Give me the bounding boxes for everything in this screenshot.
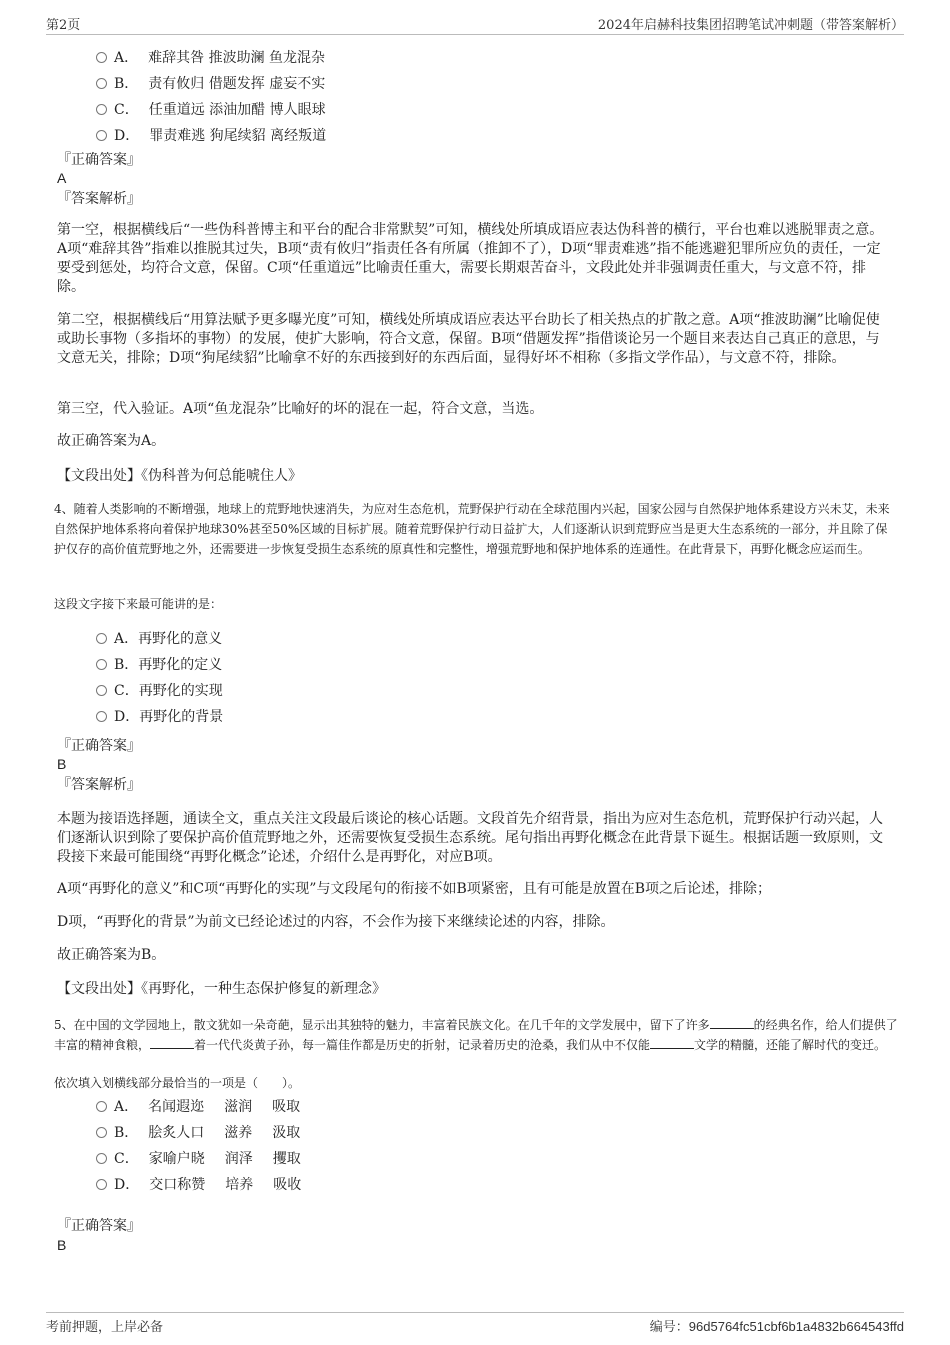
- radio-icon[interactable]: [96, 78, 107, 89]
- q3-analysis-para-2: 第二空，根据横线后“用算法赋予更多曝光度”可知，横线处所填成语应表达平台助长了相关热点的扩散之意。A项“推波助澜”比喻促使或助长事物（多指坏的事物）的发展，使扩大影响，符合文意，保留。B项“借题发挥”指借谈论另一个题目来表达自己真正的意思，与文意无关，排除；D项“狗尾续貂”比喻拿不好的东西接到好的东西后面，显得好坏不相称（多指文学作品），与文意不符，排除。: [57, 312, 880, 366]
- q3-answer: A: [57, 170, 67, 186]
- footer-slogan: 考前押题，上岸必备: [46, 1320, 164, 1335]
- q5-option-b[interactable]: B． 脍炙人口 滋养 汲取: [96, 1124, 300, 1142]
- q3-analysis-para-3: 第三空，代入验证。A项“鱼龙混杂”比喻好的坏的混在一起，符合文意，当选。: [57, 401, 544, 417]
- radio-icon[interactable]: [96, 685, 107, 696]
- q4-option-c[interactable]: C．再野化的实现: [96, 682, 223, 700]
- q3-option-b[interactable]: B． 责有攸归 借题发挥 虚妄不实: [96, 75, 325, 93]
- q3-option-d[interactable]: D． 罪责难逃 狗尾续貂 离经叛道: [96, 127, 326, 145]
- radio-icon[interactable]: [96, 711, 107, 722]
- page-footer: [46, 1312, 904, 1335]
- q4-stem: 4、随着人类影响的不断增强，地球上的荒野地快速消失，为应对生态危机，荒野保护行动在全球范围内兴起，国家公园与自然保护地体系建设方兴未艾，未来自然保护地体系将向着保护地球30%甚至50%区域的目标扩展。随着荒野保护行动日益扩大，人们逐渐认识到荒野应当是更大生态系统的一部分，并且除了保护仅存的高价值荒野地之外，还需要进一步恢复受损生态系统的原真性和完整性，增强荒野地和保护地体系的连通性。在此背景下，再野化概念应运而生。: [54, 502, 890, 556]
- q5-option-c[interactable]: C． 家喻户晓 润泽 攫取: [96, 1150, 301, 1168]
- fill-blank-2[interactable]: [150, 1036, 194, 1049]
- fill-blank-3[interactable]: [650, 1036, 694, 1049]
- q5-option-a[interactable]: A． 名闻遐迩 滋润 吸取: [96, 1098, 300, 1116]
- q4-answer: B: [57, 756, 67, 772]
- q4-answer-heading: 『正确答案』: [57, 738, 141, 754]
- radio-icon[interactable]: [96, 1153, 107, 1164]
- q5-prompt: 依次填入划横线部分最恰当的一项是（ ）。: [54, 1076, 301, 1090]
- page-number: 第2页: [46, 18, 81, 33]
- q4-prompt: 这段文字接下来最可能讲的是：: [54, 597, 223, 611]
- q3-analysis-conclusion: 故正确答案为A。: [57, 433, 166, 449]
- radio-icon[interactable]: [96, 633, 107, 644]
- document-title: 2024年启赫科技集团招聘笔试冲刺题（带答案解析）: [597, 18, 904, 33]
- radio-icon[interactable]: [96, 52, 107, 63]
- q4-option-d[interactable]: D．再野化的背景: [96, 708, 223, 726]
- radio-icon[interactable]: [96, 659, 107, 670]
- q4-analysis-para-1: 本题为接语选择题，通读全文，重点关注文段最后谈论的核心话题。文段首先介绍背景，指出为应对生态危机，荒野保护行动兴起，人们逐渐认识到除了要保护高价值荒野地之外，还需要恢复受损生态系统。尾句指出再野化概念在此背景下诞生。根据话题一致原则，文段接下来最可能围绕“再野化概念”论述，介绍什么是再野化，对应B项。: [57, 811, 883, 865]
- radio-icon[interactable]: [96, 1127, 107, 1138]
- q5-stem: 5、在中国的文学园地上，散文犹如一朵奇葩，显示出其独特的魅力，丰富着民族文化。在几千年的文学发展中，留下了许多 的经典名作，给人们提供了丰富的精神食粮， 着一代代炎黄子孙，每一篇佳作都是历史的折射，记录着历史的沧桑，我们从中不仅能 文学的精髓，还能了解时代的变迁。: [54, 1018, 898, 1052]
- q4-analysis-para-2: A项“再野化的意义”和C项“再野化的实现”与文段尾句的衔接不如B项紧密，且有可能是放置在B项之后论述，排除；: [57, 881, 772, 897]
- q4-option-a[interactable]: A．再野化的意义: [96, 630, 222, 648]
- q3-source: 【文段出处】《伪科普为何总能唬住人》: [57, 468, 302, 484]
- document-code: 编号：96d5764fc51cbf6b1a4832b664543ffd: [649, 1319, 904, 1335]
- q4-option-b[interactable]: B．再野化的定义: [96, 656, 222, 674]
- radio-icon[interactable]: [96, 104, 107, 115]
- q3-option-c[interactable]: C． 任重道远 添油加醋 博人眼球: [96, 101, 326, 119]
- q4-analysis-para-3: D项，“再野化的背景”为前文已经论述过的内容，不会作为接下来继续论述的内容，排除。: [57, 914, 615, 930]
- q4-analysis-conclusion: 故正确答案为B。: [57, 947, 166, 963]
- q4-analysis-heading: 『答案解析』: [57, 777, 141, 793]
- page-header: [46, 14, 904, 35]
- q3-analysis-para-1: 第一空，根据横线后“一些伪科普博主和平台的配合非常默契”可知，横线处所填成语应表达伪科普的横行，平台也难以逃脱罪责之意。A项“难辞其咎”指难以推脱其过失，B项“责有攸归”指责任各有所属（推卸不了），D项“罪责难逃”指不能逃避犯罪所应负的责任，一定要受到惩处，均符合文意，保留。C项“任重道远”比喻责任重大，需要长期艰苦奋斗，文段此处并非强调责任重大，与文意不符，排除。: [57, 222, 884, 295]
- q4-source: 【文段出处】《再野化，一种生态保护修复的新理念》: [57, 981, 386, 997]
- radio-icon[interactable]: [96, 1101, 107, 1112]
- radio-icon[interactable]: [96, 1179, 107, 1190]
- q3-answer-heading: 『正确答案』: [57, 152, 141, 168]
- radio-icon[interactable]: [96, 130, 107, 141]
- fill-blank-1[interactable]: [710, 1016, 754, 1029]
- q3-analysis-heading: 『答案解析』: [57, 191, 141, 207]
- q5-answer: B: [57, 1237, 67, 1253]
- q5-option-d[interactable]: D． 交口称赞 培养 吸收: [96, 1176, 301, 1194]
- q3-option-a[interactable]: A． 难辞其咎 推波助澜 鱼龙混杂: [96, 49, 325, 67]
- q5-answer-heading: 『正确答案』: [57, 1218, 141, 1234]
